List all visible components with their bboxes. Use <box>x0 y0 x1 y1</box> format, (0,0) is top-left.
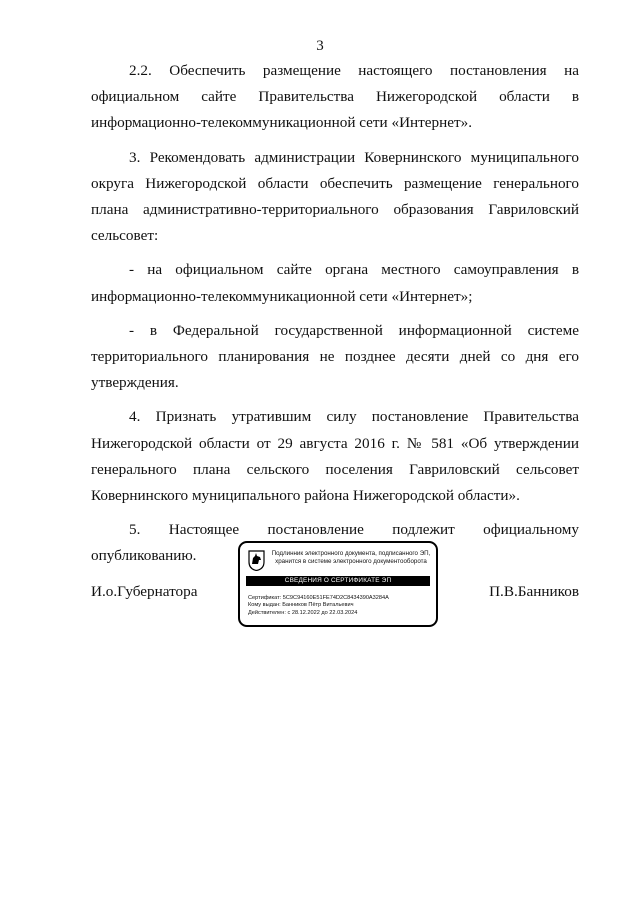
signature-name: П.В.Банников <box>489 583 579 600</box>
stamp-certificate: Сертификат: 5C9C94160E51FE74D2C8434390A3284A <box>248 595 389 601</box>
stamp-valid: Действителен: с 28.12.2022 до 22.03.2024 <box>248 609 358 616</box>
electronic-signature-stamp <box>238 541 438 627</box>
stamp-header-line-2: хранится в системе электронного документооборота <box>275 558 427 565</box>
stamp-certificate-bar: СВЕДЕНИЯ О СЕРТИФИКАТЕ ЭП <box>246 576 430 586</box>
paragraph-4: 4. Признать утратившим силу постановление Правительства Нижегородской области от 29 августа 2016 г. № 581 «Об утверждении генерального плана сельского поселения Гавриловский сельсовет Ковернинского муниципального района Нижегородской области». <box>91 408 579 505</box>
stamp-header <box>269 550 433 566</box>
page-number: 3 <box>316 38 324 54</box>
document-body <box>91 58 579 570</box>
paragraph-3-item-2: - в Федеральной государственной информационной системе территориального планирования не позднее десяти дней со дня его утверждения. <box>91 321 579 392</box>
stamp-issued-to: Кому выдан: Банников Пётр Витальевич <box>248 602 354 609</box>
stamp-header-line-1: Подлинник электронного документа, подписанного ЭП, <box>271 550 431 557</box>
paragraph-3: 3. Рекомендовать администрации Ковернинского муниципального округа Нижегородской области обеспечить размещение генерального плана административно-территориального образования Гавриловский сельсовет: <box>91 148 579 245</box>
paragraph-5: 5. Настоящее постановление подлежит официальному опубликованию. <box>91 521 579 565</box>
paragraph-3-item-1: - на официальном сайте органа местного самоуправления в информационно-телекоммуникационной сети «Интернет»; <box>91 261 579 305</box>
stamp-details <box>248 595 389 617</box>
paragraph-2-2: 2.2. Обеспечить размещение настоящего постановления на официальном сайте Правительства Нижегородской области в информационно-телекоммуникационной сети «Интернет». <box>91 62 579 132</box>
signature-position: И.о.Губернатора <box>91 583 198 600</box>
coat-of-arms-icon <box>248 550 265 571</box>
